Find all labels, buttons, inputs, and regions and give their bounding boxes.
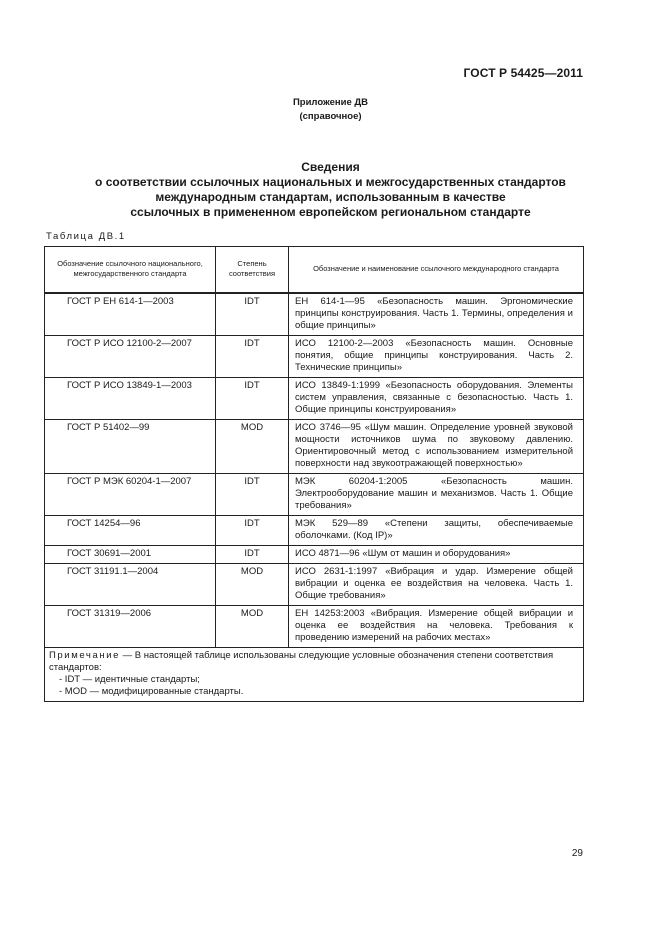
degree-cell: MOD — [216, 564, 289, 606]
degree-cell: IDT — [216, 474, 289, 516]
degree-cell: MOD — [216, 420, 289, 474]
international-standard-cell: ИСО 12100-2—2003 «Безопасность машин. Основные понятия, общие принципы конструирования. Часть 2. Технические принципы» — [289, 336, 584, 378]
table-caption: Таблица ДВ.1 — [46, 231, 126, 242]
table-row — [45, 420, 584, 474]
heading-line: международным стандартам, использованным в качестве — [155, 190, 506, 204]
international-standard-cell: МЭК 60204-1:2005 «Безопасность машин. Электрооборудование машин и механизмов. Часть 1. Общие требования» — [289, 474, 584, 516]
table-header-row — [45, 247, 584, 294]
column-header-national: Обозначение ссылочного национального, межгосударственного стандарта — [45, 247, 216, 294]
column-header-international: Обозначение и наименование ссылочного международного стандарта — [289, 247, 584, 294]
degree-cell: MOD — [216, 606, 289, 648]
heading-line: Сведения — [301, 160, 360, 174]
document-code: ГОСТ Р 54425—2011 — [463, 66, 583, 80]
degree-cell: IDT — [216, 378, 289, 420]
note-paragraph — [49, 650, 579, 674]
national-standard-cell: ГОСТ 31319—2006 — [45, 606, 216, 648]
note-text: — В настоящей таблице использованы следующие условные обозначения степени соответствия стандартов: — [49, 650, 554, 673]
international-standard-cell: ИСО 4871—96 «Шум от машин и оборудования» — [289, 546, 584, 564]
degree-cell: IDT — [216, 546, 289, 564]
national-standard-cell: ГОСТ 14254—96 — [45, 516, 216, 546]
national-standard-cell: ГОСТ Р ИСО 12100-2—2007 — [45, 336, 216, 378]
table-row — [45, 606, 584, 648]
national-standard-cell: ГОСТ Р ИСО 13849-1—2003 — [45, 378, 216, 420]
national-standard-cell: ГОСТ 30691—2001 — [45, 546, 216, 564]
national-standard-cell: ГОСТ Р 51402—99 — [45, 420, 216, 474]
table-note-row — [45, 648, 584, 702]
table-row — [45, 336, 584, 378]
degree-cell: IDT — [216, 336, 289, 378]
section-heading — [0, 160, 661, 220]
international-standard-cell: ИСО 3746—95 «Шум машин. Определение уровней звуковой мощности источников шума по звуковому давлению. Ориентировочный метод с использованием измерительной поверхности над звукоотражающей поверхностью» — [289, 420, 584, 474]
international-standard-cell: ИСО 13849-1:1999 «Безопасность оборудования. Элементы систем управления, связанные с безопасностью. Часть 1. Общие принципы конструирования» — [289, 378, 584, 420]
table-note — [45, 648, 584, 702]
note-item: - MOD — модифицированные стандарты. — [59, 686, 244, 697]
note-item: - IDT — идентичные стандарты; — [59, 674, 200, 685]
national-standard-cell: ГОСТ Р ЕН 614-1—2003 — [45, 293, 216, 336]
international-standard-cell: ЕН 14253:2003 «Вибрация. Измерение общей вибрации и оценка ее воздействия на человека. Требования к проведению измерений на рабочих местах» — [289, 606, 584, 648]
table-row — [45, 293, 584, 336]
national-standard-cell: ГОСТ 31191.1—2004 — [45, 564, 216, 606]
table-row — [45, 378, 584, 420]
note-label: Примечание — [49, 650, 120, 661]
table-row — [45, 564, 584, 606]
international-standard-cell: МЭК 529—89 «Степени защиты, обеспечиваемые оболочками. (Код IP)» — [289, 516, 584, 546]
international-standard-cell: ИСО 2631-1:1997 «Вибрация и удар. Измерение общей вибрации и оценка ее воздействия на человека. Часть 1. Общие требования» — [289, 564, 584, 606]
degree-cell: IDT — [216, 516, 289, 546]
standards-table — [44, 246, 584, 702]
degree-cell: IDT — [216, 293, 289, 336]
annex-subtitle: (справочное) — [299, 111, 362, 122]
national-standard-cell: ГОСТ Р МЭК 60204-1—2007 — [45, 474, 216, 516]
column-header-degree: Степень соответствия — [216, 247, 289, 294]
annex-title: Приложение ДВ — [292, 97, 369, 108]
table-row — [45, 516, 584, 546]
heading-line: ссылочных в примененном европейском региональном стандарте — [130, 205, 531, 219]
international-standard-cell: ЕН 614-1—95 «Безопасность машин. Эргономические принципы конструирования. Часть 1. Термины, определения и общие принципы» — [289, 293, 584, 336]
page-number: 29 — [571, 848, 583, 859]
table-row — [45, 474, 584, 516]
heading-line: о соответствии ссылочных национальных и межгосударственных стандартов — [95, 175, 566, 189]
annex-heading — [0, 96, 661, 124]
table-row — [45, 546, 584, 564]
